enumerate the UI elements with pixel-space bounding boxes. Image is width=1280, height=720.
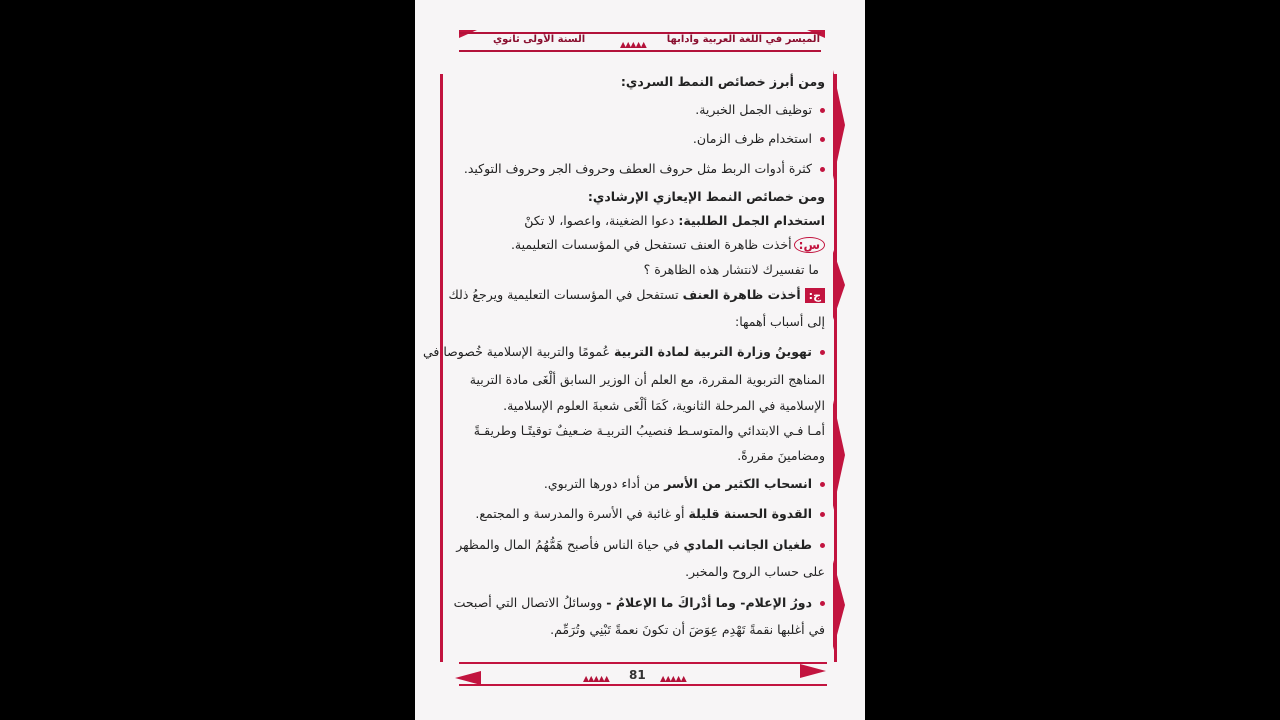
persuasive-item-label: استخدام الجمل الطلبية: <box>678 213 825 228</box>
footer-right-triangle-icon <box>800 664 826 678</box>
list-item <box>464 161 825 176</box>
bullet-icon <box>820 108 825 113</box>
side-triangle-icon <box>833 400 845 510</box>
side-triangle-icon <box>833 250 845 320</box>
cause-text: ووسائلُ الاتصال التي أصبحت <box>453 595 603 610</box>
footer-ornament-left: ▲▲▲▲▲ <box>583 674 609 683</box>
answer-bold: أخذت ظاهرة العنف <box>682 287 801 302</box>
header-grade: السنة الأولى ثانوي <box>493 34 586 45</box>
answer-line-2: إلى أسباب أهمها: <box>734 314 825 329</box>
persuasive-item <box>524 213 825 228</box>
answer-text: تستفحل في المؤسسات التعليمية ويرجعُ ذلك <box>448 287 679 302</box>
question-line-2: ما تفسيرك لانتشار هذه الظاهرة ؟ <box>643 262 819 277</box>
side-triangle-icon <box>833 560 845 650</box>
bullet-icon <box>820 350 825 355</box>
list-item <box>456 537 825 552</box>
cause-bold: طغيان الجانب المادي <box>683 537 812 552</box>
list-item <box>695 102 825 117</box>
cause5-line2: في أغلبها نقمةً تَهْدِم عِوَضَ أن تكونَ نعمةً تَبْنِي وتُرَمِّم. <box>550 622 825 637</box>
cause1-line2: المناهج التربوية المقررة، مع العلم أن الوزير السابق ألْغَى مادة التربية <box>469 372 825 387</box>
list-item <box>454 595 825 610</box>
persuasive-item-text: دعوا الضغينة، واعصوا، لا تكنْ <box>524 213 675 228</box>
header-book-title: الميسر في اللغة العربية وآدابها <box>666 34 820 45</box>
footer-left-triangle-icon <box>455 671 481 685</box>
cause-bold: تهوينُ وزارة التربية لمادة التربية <box>614 344 812 359</box>
header-ornament: ▲▲▲▲▲ <box>620 40 646 49</box>
question-line <box>511 237 825 253</box>
answer-marker: ج: <box>805 288 825 303</box>
bullet-icon <box>820 543 825 548</box>
footer-ornament-right: ▲▲▲▲▲ <box>660 674 686 683</box>
cause1-line4: أمـا فـي الابتدائي والمتوسـط فنصيبُ التربيـة ضـعيفٌ توقيتًـا وطريقـةً <box>473 423 825 438</box>
list-item-text: توظيف الجمل الخبرية. <box>695 102 812 117</box>
cause-text: من أداء دورها التربوي. <box>543 476 661 491</box>
list-item <box>544 476 825 491</box>
list-item <box>423 344 825 359</box>
list-item <box>475 506 825 521</box>
bullet-icon <box>820 512 825 517</box>
list-item-text: استخدام ظرف الزمان. <box>692 131 812 146</box>
footer-rule-bottom <box>459 684 827 686</box>
cause-text: عُمومًا والتربية الإسلامية خُصوصا في <box>422 344 611 359</box>
bullet-icon <box>820 137 825 142</box>
bullet-icon <box>820 601 825 606</box>
cause-bold: دورُ الإعلام- وما أدْراكَ ما الإعلامُ - <box>606 595 812 610</box>
page-number: 81 <box>629 668 646 682</box>
cause-bold: القدوة الحسنة قليلة <box>688 506 812 521</box>
narrative-heading: ومن أبرز خصائص النمط السردي: <box>620 74 825 89</box>
cause1-line3: الإسلامية في المرحلة الثانوية، كَمَا ألْغَى شعبةَ العلوم الإسلامية. <box>503 398 825 413</box>
cause1-line5: ومضامينَ مقررةً. <box>737 448 825 463</box>
book-page <box>415 0 865 720</box>
side-triangle-icon <box>833 70 845 180</box>
cause4-line2: على حساب الروح والمخبر. <box>685 564 825 579</box>
cause-text: في حياة الناس فأصبح هَمُّهُمُ المال والمظهر <box>456 537 680 552</box>
answer-line <box>449 287 826 303</box>
list-item-text: كثرة أدوات الربط مثل حروف العطف وحروف الجر وحروف التوكيد. <box>463 161 812 176</box>
bullet-icon <box>820 167 825 172</box>
question-marker: س: <box>794 237 825 253</box>
cause-bold: انسحاب الكثير من الأسر <box>664 476 812 491</box>
cause-text: أو غائبة في الأسرة والمدرسة و المجتمع. <box>475 506 685 521</box>
bullet-icon <box>820 482 825 487</box>
left-border-rule <box>440 74 443 662</box>
footer-rule-top <box>459 662 827 664</box>
list-item <box>693 131 825 146</box>
persuasive-heading: ومن خصائص النمط الإيعازي الإرشادي: <box>587 189 825 204</box>
question-text: أخذت ظاهرة العنف تستفحل في المؤسسات التعليمية. <box>510 237 792 252</box>
